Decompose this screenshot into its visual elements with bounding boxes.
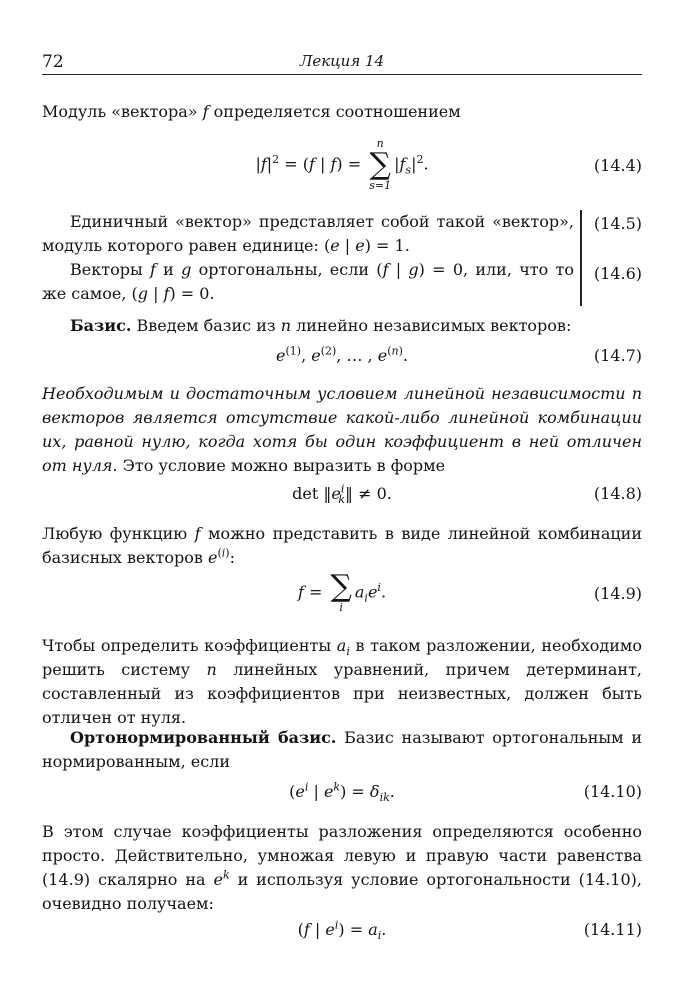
paragraph-expansion: В этом случае коэффициенты разложения определяются особенно просто. Действительно, умножая левую и правую части равенства (14.9) скалярно на $e^k$ и используя условие ортогональности (14.10), очевидно получаем: <box>42 822 642 913</box>
paragraph-orthonormal: Ортонормированный базис. Базис называют ортогональным и нормированным, если <box>42 728 643 771</box>
equation-number: (14.7) <box>593 346 642 365</box>
equation-14-9: f = ∑ i $a_ie^i$. (14.9) <box>297 569 642 614</box>
equation-number: (14.5) <box>593 214 642 233</box>
sum-symbol: n ∑ s=1 <box>369 137 392 192</box>
sum-symbol: ∑ i <box>330 569 352 614</box>
paragraph-modulus: Модуль «вектора» f определяется соотношением <box>42 102 461 121</box>
running-title: Лекция 14 <box>299 52 385 70</box>
equation-number: (14.9) <box>593 584 642 603</box>
paragraph-coefficients: Чтобы определить коэффициенты $a_i$ в таком разложении, необходимо решить систему n линейных уравнений, причем детерминант, составленный из коэффициентов при неизвестных, должен быть отличен от нуля. <box>42 636 643 727</box>
equation-14-11: (f | $e^i) = a_i$. (14.11) <box>297 918 642 943</box>
equation-14-4: $|f|^2 = (f$ | f) = n ∑ s=1 $|f_s|^2$. (14.4) <box>255 137 642 192</box>
paragraph-independence: Необходимым и достаточным условием линейной независимости n векторов является отсутствие какой-либо линейной комбинации их, равной нулю, когда хотя бы один коэффициент в ней отличен от нуля. Это условие можно выразить в форме <box>42 384 642 475</box>
equation-14-7: $e^{(1)}$, $e^{(2)}$, … , $e^{(n)}$. (14.7) <box>276 344 642 365</box>
paragraph-function: Любую функцию f можно представить в виде линейной комбинации базисных векторов $e^{(i)}$: <box>42 524 642 567</box>
page-header <box>42 52 642 75</box>
page-number: 72 <box>42 52 64 72</box>
equation-number: (14.10) <box>583 782 642 801</box>
equation-14-10: ($e^i$ | $e^k) = \delta_{ik}$. (14.10) <box>289 780 642 805</box>
equation-number: (14.11) <box>583 920 642 939</box>
paragraph-unit-vector: Единичный «вектор» представляет собой такой «вектор», модуль которого равен единице: (e | e) = 1. <box>42 210 582 258</box>
paragraph-orthogonal: Векторы f и g ортогональны, если (f | g) = 0, или, что то же самое, (g | f) = 0. <box>42 258 582 306</box>
equation-number: (14.6) <box>593 264 642 283</box>
equation-number: (14.4) <box>593 156 642 175</box>
equation-number: (14.8) <box>593 484 642 503</box>
equation-14-8: $\det ‖e^i_k‖ \ne 0$. (14.8) <box>292 482 642 507</box>
paragraph-basis: Базис. Введем базис из n линейно независимых векторов: <box>70 316 572 335</box>
